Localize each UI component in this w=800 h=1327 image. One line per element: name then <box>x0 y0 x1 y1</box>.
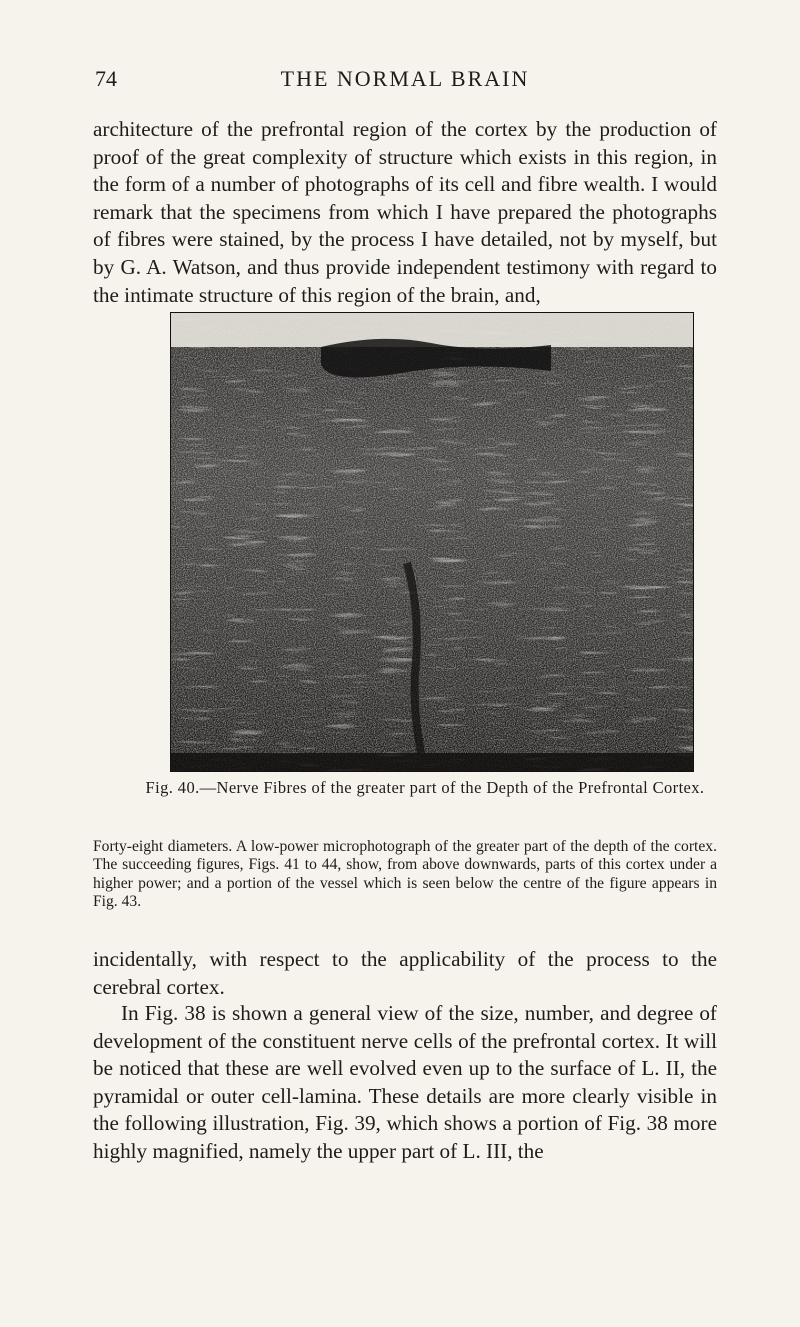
figure-caption-body: Forty-eight diameters. A low-power microphotograph of the greater part of the depth of the cortex. The succeeding figures, Figs. 41 to 44, show, from above downwards, parts of this cortex under a higher power; and a portion of the vessel which is seen below the centre of the figure appears in Fig. 43. <box>93 838 717 911</box>
running-head-title: THE NORMAL BRAIN <box>280 66 530 91</box>
running-head <box>95 66 715 100</box>
body-paragraph-opening: architecture of the prefrontal region of the cortex by the production of proof of the great complexity of structure which exists in this region, in the form of a number of photographs of its cell and fibre wealth. I would remark that the specimens from which I have prepared the photographs of fibres were stained, by the process I have detailed, not by myself, but by G. A. Watson, and thus provide independent testimony with regard to the intimate structure of this region of the brain, and, <box>93 117 717 307</box>
body-paragraph-continuation: incidentally, with respect to the applicability of the process to the cerebral cortex. <box>93 947 717 999</box>
figure-caption-title: Fig. 40.—Nerve Fibres of the greater part of the Depth of the Prefrontal Cortex. <box>145 778 705 797</box>
microphotograph-figure-40 <box>170 312 694 772</box>
body-paragraph-fig38: In Fig. 38 is shown a general view of the size, number, and degree of development of the constituent nerve cells of the prefrontal cortex. It will be noticed that these are well evolved even up to the surface of L. II, the pyramidal or outer cell-lamina. These details are more clearly visible in the following illustration, Fig. 39, which shows a portion of Fig. 38 more highly magnified, namely the upper part of L. III, the <box>93 1001 717 1163</box>
nerve-fibres-photograph <box>171 313 693 771</box>
page-number: 74 <box>95 66 117 91</box>
